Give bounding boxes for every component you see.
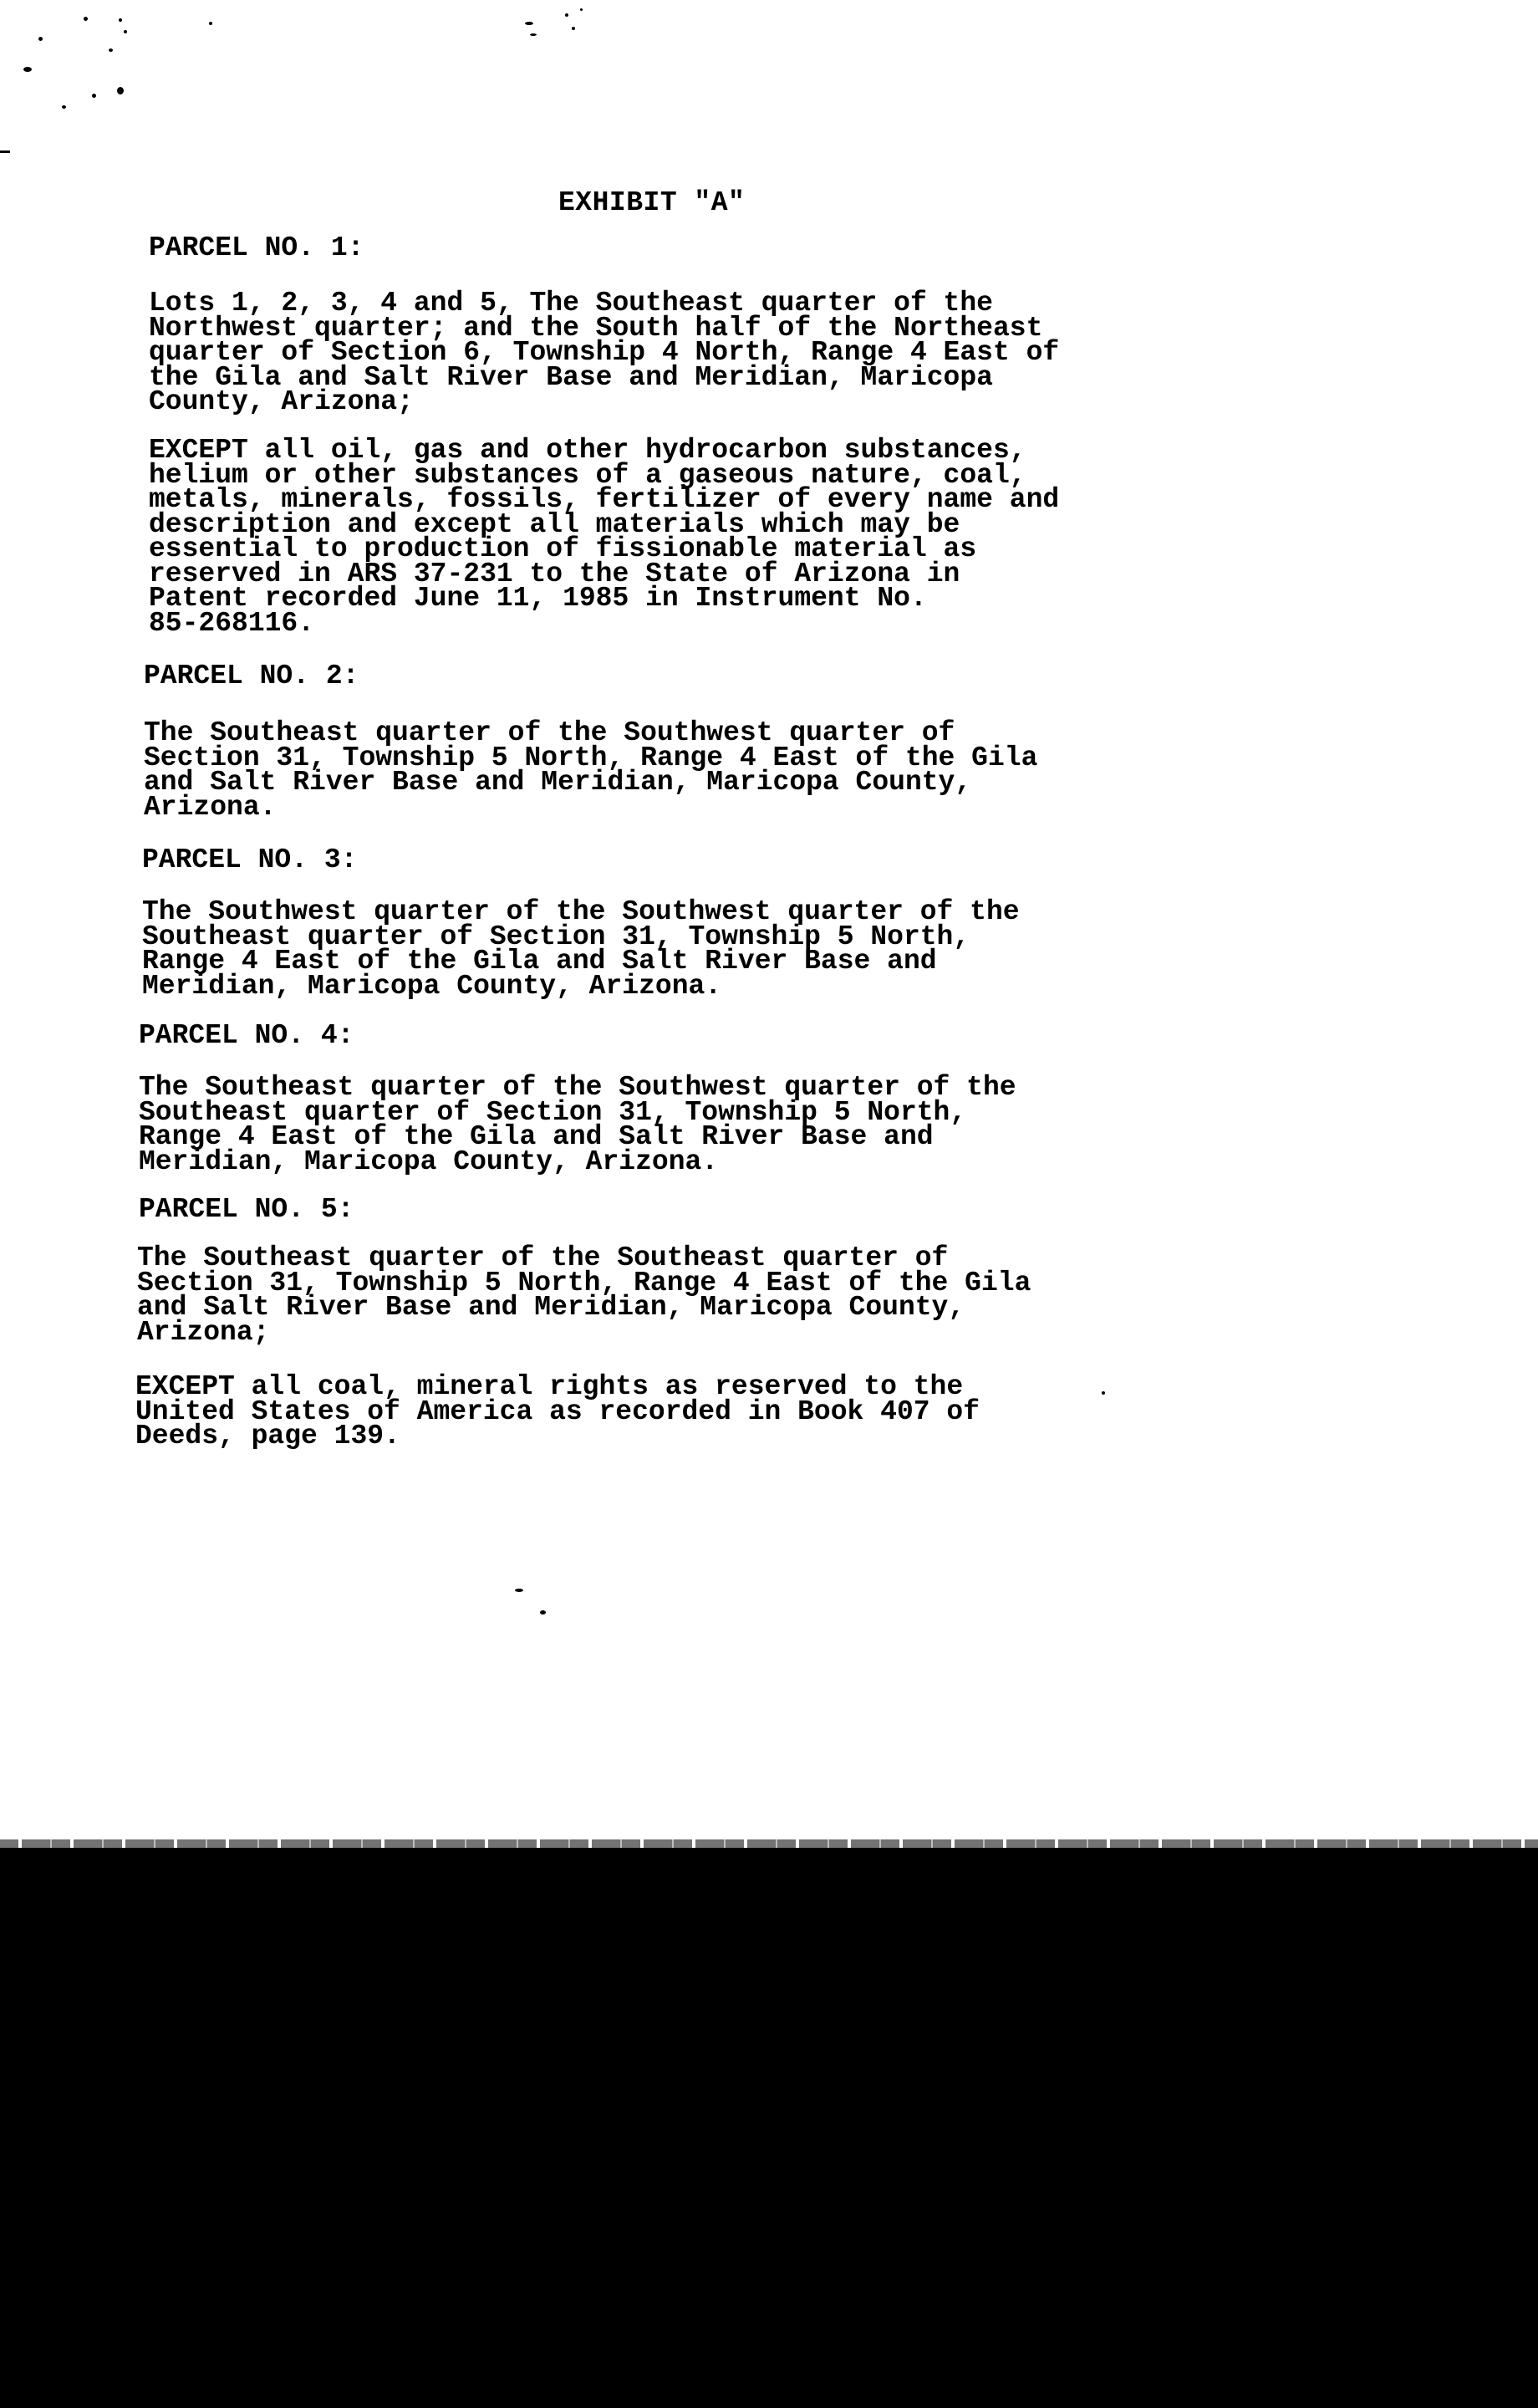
parcel-5-exception: EXCEPT all coal, mineral rights as reserved to the United States of America as recorded in Book 407 of Deeds, page 139. [135, 1371, 980, 1451]
parcel-2-description: The Southeast quarter of the Southwest quarter of Section 31, Township 5 North, Range 4 East of the Gila and Salt River Base and Meridian, Maricopa County, Arizona. [144, 717, 1038, 823]
scan-speck [209, 22, 212, 25]
scan-speck [572, 27, 575, 30]
scan-speck [119, 18, 122, 22]
parcel-5-description: The Southeast quarter of the Southeast quarter of Section 31, Township 5 North, Range 4 East of the Gila and Salt River Base and Meridian, Maricopa County, Arizona; [137, 1242, 1031, 1348]
scan-speck [540, 1610, 546, 1615]
scan-speck [565, 13, 568, 17]
scan-speck [580, 8, 583, 11]
parcel-5-heading: PARCEL NO. 5: [139, 1194, 354, 1225]
scan-speck [62, 105, 66, 109]
parcel-2-heading: PARCEL NO. 2: [144, 661, 359, 691]
parcel-3-description: The Southwest quarter of the Southwest quarter of the Southeast quarter of Section 31, Township 5 North, Range 4 East of the Gila and Salt River Base and Meridian, Maricopa County, Arizona. [142, 896, 1020, 1002]
parcel-1-exception: EXCEPT all oil, gas and other hydrocarbon substances, helium or other substances of a gaseous nature, coal, metals, minerals, fossils, fertilizer of every name and description and except all materials which may be essential to production of fissionable material as reserved in ARS 37-231 to the State of Arizona in Patent recorded June 11, 1985 in Instrument No. 85-268116. [149, 435, 1060, 639]
parcel-4-heading: PARCEL NO. 4: [139, 1020, 354, 1051]
scan-speck [1102, 1391, 1105, 1395]
scan-speck [84, 17, 88, 21]
scan-speck [92, 94, 96, 98]
scan-speck [23, 67, 32, 72]
page-title: EXHIBIT "A" [558, 187, 746, 218]
scan-speck [109, 48, 113, 52]
parcel-4-description: The Southeast quarter of the Southwest quarter of the Southeast quarter of Section 31, Township 5 North, Range 4 East of the Gila and Salt River Base and Meridian, Maricopa County, Arizona. [139, 1072, 1016, 1177]
scan-black-border [0, 1848, 1538, 2408]
parcel-1-description: Lots 1, 2, 3, 4 and 5, The Southeast quarter of the Northwest quarter; and the South half of the Northeast quarter of Section 6, Township 4 North, Range 4 East of the Gila and Salt River Base and Meridian, Maricopa County, Arizona; [149, 288, 1060, 417]
scan-speck [124, 30, 127, 33]
scan-speck [515, 1589, 523, 1592]
parcel-1-heading: PARCEL NO. 1: [149, 232, 364, 263]
scan-speck [0, 150, 10, 153]
scan-speck [530, 33, 537, 36]
scan-speck [117, 87, 124, 94]
parcel-3-heading: PARCEL NO. 3: [142, 844, 358, 875]
scan-speck [525, 22, 533, 25]
scan-speck [38, 37, 43, 41]
